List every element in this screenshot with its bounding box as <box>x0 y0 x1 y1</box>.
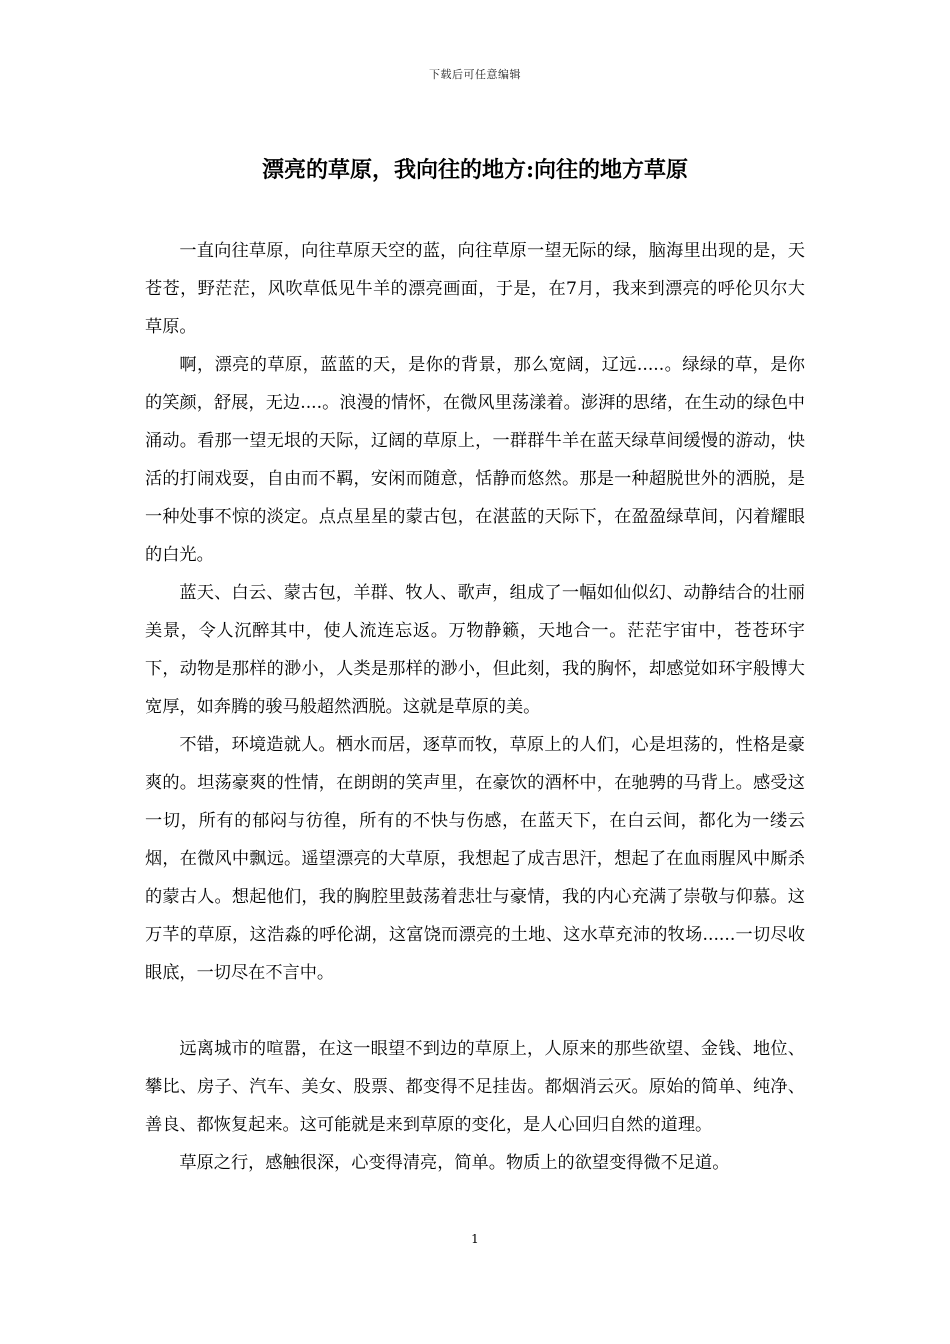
paragraph-3: 蓝天、白云、蒙古包，羊群、牧人、歌声，组成了一幅如仙似幻、动静结合的壮丽美景，令人沉醉其中，使人流连忘返。万物静籁，天地合一。茫茫宇宙中，苍苍环宇下，动物是那样的渺小，人类是那样的渺小，但此刻，我的胸怀，却感觉如环宇般博大宽厚，如奔腾的骏马般超然洒脱。这就是草原的美。 <box>145 583 805 717</box>
paragraph-5: 远离城市的喧嚣，在这一眼望不到边的草原上，人原来的那些欲望、金钱、地位、攀比、房子、汽车、美女、股票、都变得不足挂齿。都烟消云灭。原始的简单、纯净、善良、都恢复起来。这可能就是来到草原的变化，是人心回归自然的道理。 <box>145 1039 805 1135</box>
paragraph-2: 啊，漂亮的草原，蓝蓝的天，是你的背景，那么宽阔，辽远.....。绿绿的草，是你的笑颜，舒展，无边....。浪漫的情怀，在微风里荡漾着。澎湃的思绪，在生动的绿色中涌动。看那一望无垠的天际，辽阔的草原上，一群群牛羊在蓝天绿草间缓慢的游动，快活的打闹戏耍，自由而不羁，安闲而随意，恬静而悠然。那是一种超脱世外的洒脱，是一种处事不惊的淡定。点点星星的蒙古包，在湛蓝的天际下，在盈盈绿草间，闪着耀眼的白光。 <box>145 355 805 565</box>
paragraph-4: 不错，环境造就人。栖水而居，逐草而牧，草原上的人们，心是坦荡的，性格是豪爽的。坦荡豪爽的性情，在朗朗的笑声里，在豪饮的酒杯中，在驰骋的马背上。感受这一切，所有的郁闷与彷徨，所有的不快与伤感，在蓝天下，在白云间，都化为一缕云烟，在微风中飘远。遥望漂亮的大草原，我想起了成吉思汗，想起了在血雨腥风中厮杀的蒙古人。想起他们，我的胸腔里鼓荡着悲壮与豪情，我的内心充满了崇敬与仰慕。这万芊的草原，这浩淼的呼伦湖，这富饶而漂亮的土地、这水草充沛的牧场......一切尽收眼底，一切尽在不言中。 <box>145 735 805 983</box>
document-title: 漂亮的草原，我向往的地方:向往的地方草原 <box>261 157 689 183</box>
paragraph-1: 一直向往草原，向往草原天空的蓝，向往草原一望无际的绿，脑海里出现的是，天苍苍，野茫茫，风吹草低见牛羊的漂亮画面，于是，在7月，我来到漂亮的呼伦贝尔大草原。 <box>145 241 805 337</box>
page-number: 1 <box>471 1232 479 1246</box>
document-body <box>145 232 805 1182</box>
paragraph-6: 草原之行，感触很深，心变得清亮，简单。物质上的欲望变得微不足道。 <box>179 1153 730 1173</box>
header-note: 下载后可任意编辑 <box>429 68 521 81</box>
